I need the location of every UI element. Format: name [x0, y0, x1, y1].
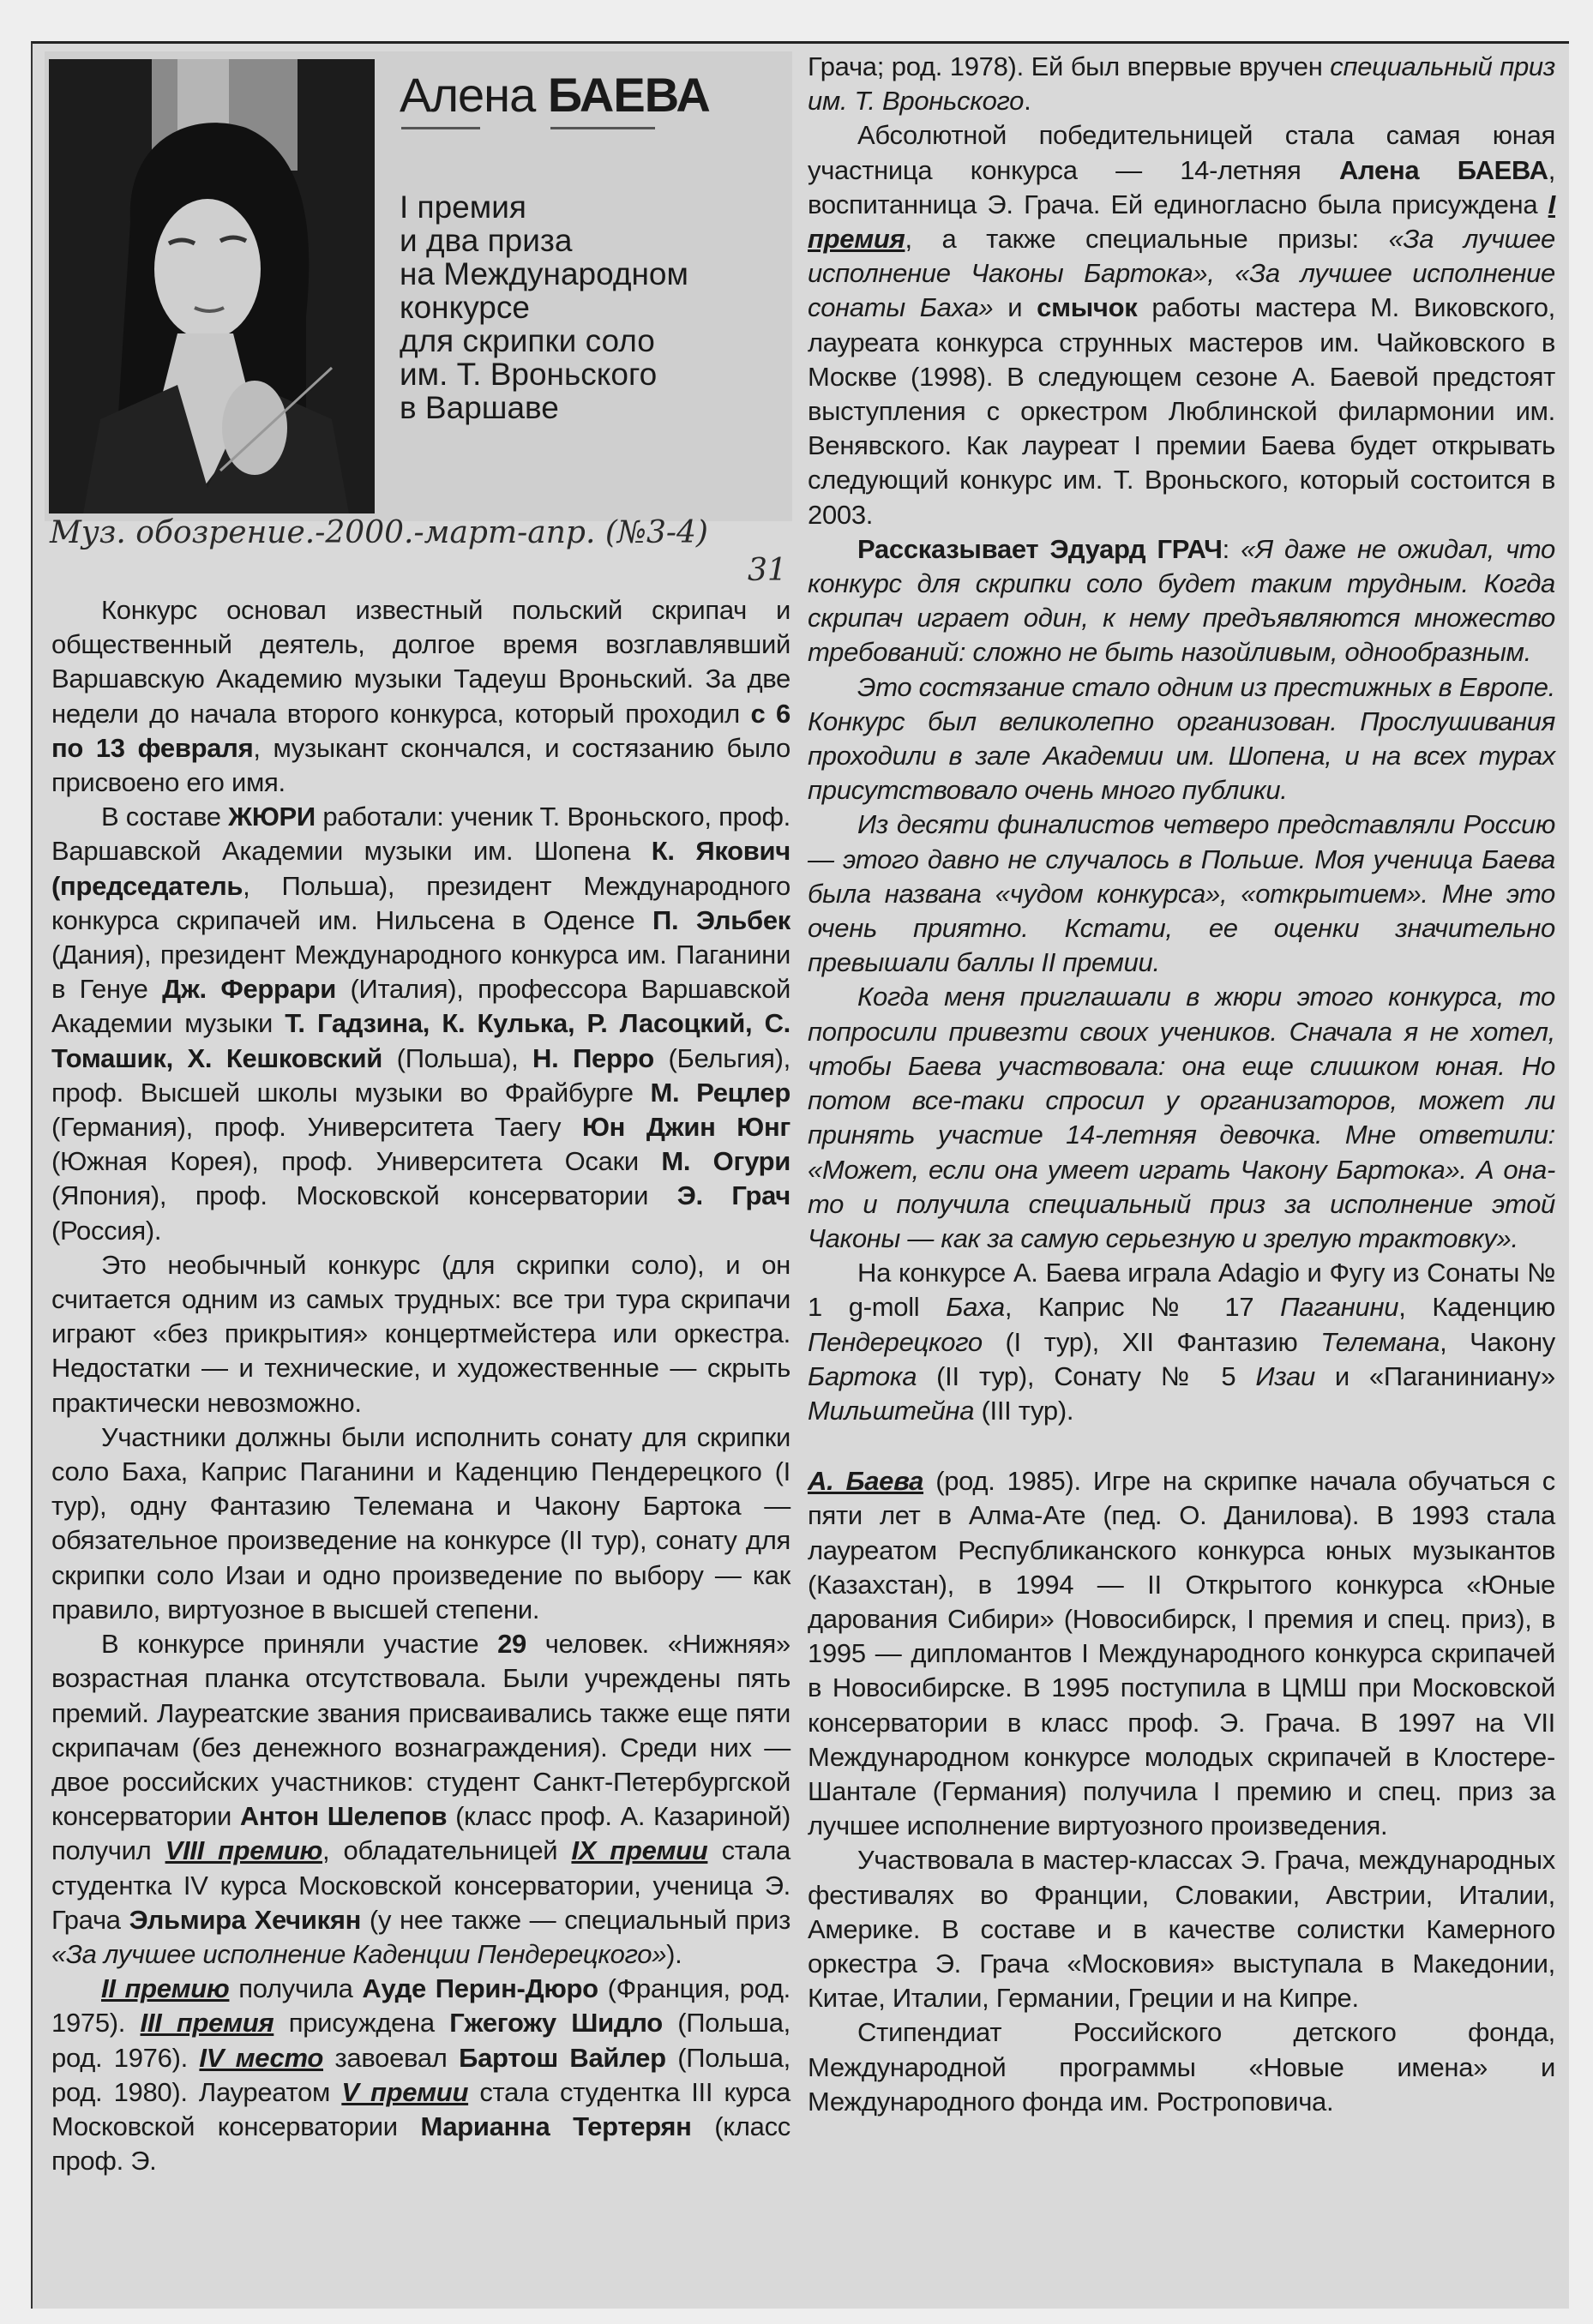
text-run: и [993, 292, 1037, 323]
text-run: , Польша), президент Международного конкурса скрипачей им. Нильсена в Оденсе [51, 870, 790, 935]
article-paragraph [51, 1972, 790, 2178]
italic-text-run: Это состязание стало одним из престижных в Европе. Конкурс был великолепно организован. Прослушивания проходили в зале Академии им. Шопена, и на всех турах присутствовало очень много публики. [808, 671, 1555, 806]
article-paragraph [808, 118, 1555, 531]
text-run: завоевал [322, 2042, 460, 2073]
emphasized-text-run: Юн Джин Юнг [581, 1112, 790, 1143]
emphasized-text-run: Эльмира Хечикян [129, 1904, 362, 1935]
text-run: , Каприс № 17 [1004, 1292, 1281, 1323]
text-run: (Япония), проф. Московской консерватории [51, 1180, 677, 1211]
article-subtitle [400, 190, 777, 424]
italic-text-run: «За лучшее исполнение Каденции Пендерецкого» [51, 1938, 667, 1969]
subtitle-line: в Варшаве [400, 390, 559, 425]
italic-text-run: Бартока [808, 1360, 917, 1391]
article-paragraph [51, 1627, 790, 1972]
text-run: (Польша, род. 1980). Лауреатом [51, 2042, 790, 2107]
violinist-portrait-image [49, 59, 375, 513]
text-run: и «Паганиниану» [1314, 1360, 1555, 1391]
text-run: работали: ученик Т. Вроньского, проф. Варшавской Академии музыки им. Шопена [51, 802, 790, 867]
emphasized-text-run: III премия [140, 2008, 274, 2039]
text-run: (Польша, род. 1976). [51, 2008, 790, 2073]
text-run: На конкурсе А. Баева играла Adagio и Фугу из Сонаты № 1 g-moll [808, 1258, 1555, 1323]
article-paragraph [808, 670, 1555, 808]
emphasized-text-run: Ауде Перин-Дюро [362, 1973, 598, 2004]
text-run: . [1024, 86, 1031, 117]
subtitle-line: на Международном [400, 256, 688, 291]
italic-text-run: «За лучшее исполнение Чаконы Бартока», «За лучшее исполнение сонаты Баха» [808, 224, 1555, 323]
text-run: : [1222, 533, 1241, 564]
emphasized-text-run: Гжегожу Шидло [449, 2008, 663, 2039]
text-run: , Чакону [1440, 1326, 1555, 1357]
article-paragraph [51, 1420, 790, 1627]
emphasized-text-run: смычок [1037, 292, 1138, 323]
text-run: (Бельгия), проф. Высшей школы музыки во Фрайбурге [51, 1042, 790, 1108]
text-run: (Дания), президент Международного конкурса им. Паганини в Генуе [51, 940, 790, 1005]
subtitle-line: для скрипки соло [400, 323, 655, 358]
handwritten-page-number: 31 [748, 553, 787, 588]
emphasized-text-run: А. Баева [808, 1466, 924, 1497]
emphasized-text-run: Э. Грач [676, 1180, 791, 1211]
text-run: (III тур). [974, 1395, 1074, 1426]
text-run: (Польша), [382, 1042, 533, 1073]
text-run: Это необычный конкурс (для скрипки соло), и он считается одним из самых трудных: все три тура скрипачи играют «без прикрытия» концертмейстера или оркестра. Недостатки — и технические, и художественные — скрыть практически невозможно. [51, 1249, 790, 1418]
emphasized-text-run: Рассказывает Эдуард ГРАЧ [857, 533, 1223, 564]
article-paragraph [808, 50, 1555, 118]
subtitle-line: и два приза [400, 223, 573, 258]
emphasized-text-run: К. Якович (председатель [51, 836, 790, 901]
emphasized-text-run: Антон Шелепов [239, 1801, 448, 1832]
text-run: (I тур), XII Фантазию [982, 1326, 1321, 1357]
right-text-column [808, 50, 1555, 2119]
italic-text-run: Когда меня приглашали в жюри этого конкурса, то попросили привезти своих учеников. Сначала я не хотел, чтобы Баева участвовала: она еще слишком юная. Но потом все-таки спросил у организаторов, может ли принять участие 14-летняя девочка. Мне ответили: «Может, если она умеет играть Чакону Бартока». А она-то и получила специальный приз за исполнение этой Чаконы — как за самую серьезную и зрелую трактовку». [808, 982, 1555, 1253]
article-title [400, 67, 710, 123]
italic-text-run: Телемана [1320, 1326, 1440, 1357]
article-paragraph [808, 808, 1555, 980]
article-paragraph [51, 593, 790, 800]
text-run: Участвовала в мастер-классах Э. Грача, международных фестивалях во Франции, Словакии, Австрии, Италии, Америке. В составе и в качестве солистки Камерного оркестра Э. Грача «Московия» выступала в Македонии, Китае, Италии, Германии, Греции и на Кипре. [808, 1845, 1555, 2014]
italic-text-run: Баха [946, 1292, 1005, 1323]
text-run: Абсолютной победительницей стала самая юная участница конкурса — 14-летняя [808, 120, 1555, 185]
article-paragraph [808, 532, 1555, 670]
text-run: (род. 1985). Игре на скрипке начала обучаться с пяти лет в Алма-Ате (пед. О. Данилова). В 1993 стала лауреатом Республиканского конкурса юных музыкантов (Казахстан), в 1994 — II Открытого конкурса «Юные дарования Сибири» (Новосибирск, I премия и спец. приз), в 1995 — дипломантов I Международного конкурса скрипачей в Новосибирске. В 1995 поступила в ЦМШ при Московской консерватории в класс проф. Э. Грача. В 1997 на VII Международном конкурсе молодых скрипачей в Клостере-Шантале (Германия) получила I премию и спец. приз за лучшее исполнение виртуозного произведения. [808, 1466, 1556, 1841]
emphasized-text-run: Н. Перро [532, 1042, 654, 1073]
emphasized-text-run: Бартош Вайлер [459, 2042, 666, 2073]
text-run: (класс проф. А. Казариной) получил [51, 1801, 790, 1866]
subtitle-line: конкурсе [400, 290, 530, 325]
title-last-name: БАЕВА [547, 68, 710, 122]
emphasized-text-run: М. Огури [661, 1146, 790, 1177]
subtitle-line: им. Т. Вроньского [400, 357, 658, 392]
emphasized-text-run: IV место [199, 2042, 323, 2073]
emphasized-text-run: IX премии [571, 1835, 708, 1866]
emphasized-text-run: с 6 по 13 февраля [51, 698, 790, 763]
text-run: присуждена [274, 2008, 450, 2039]
text-run: (Италия), профессора Варшавской Академии музыки [51, 974, 790, 1039]
emphasized-text-run: Марианна Тертерян [420, 2111, 692, 2141]
text-run: (Южная Корея), проф. Университета Осаки [51, 1146, 662, 1177]
emphasized-text-run: 29 [497, 1629, 526, 1660]
emphasized-text-run: М. Рецлер [650, 1077, 791, 1108]
italic-text-run: Из десяти финалистов четверо представляли Россию — этого давно не случалось в Польше. Моя ученица Баева была названа «чудом конкурса», «открытием». Мне это очень приятно. Кстати, ее оценки значительно превышали баллы II премии. [808, 809, 1555, 978]
text-run: Конкурс основал известный польский скрипач и общественный деятель, долгое время возглавлявший Варшавскую Академию музыки Тадеуш Вроньский. За две недели до начала второго конкурса, который проходил [51, 595, 790, 729]
text-run: (Германия), проф. Университета Таегу [51, 1112, 582, 1143]
emphasized-text-run: V премии [341, 2076, 469, 2107]
title-underline-left [401, 127, 480, 129]
text-run: В конкурсе приняли участие [101, 1629, 498, 1660]
text-run: стала студентка IV курса Московской консерватории, ученица Э. Грача [51, 1835, 791, 1935]
text-run: человек. «Нижняя» возрастная планка отсутствовала. Были учреждены пять премий. Лауреатские звания присваивались также еще пяти скрипачам (без денежного вознаграждения). Среди них — двое российских участников: студент Санкт-Петербургской консерватории [51, 1629, 790, 1832]
text-run: (у нее также — специальный приз [361, 1904, 790, 1935]
article-paragraph [808, 1843, 1555, 2015]
text-run: Стипендиат Российского детского фонда, Международной программы «Новые имена» и Международного фонда им. Ростроповича. [808, 2017, 1555, 2117]
italic-text-run: Мильштейна [808, 1395, 975, 1426]
left-text-column [51, 593, 790, 2178]
text-run: (II тур), Сонату № 5 [917, 1360, 1256, 1391]
portrait-photo [49, 59, 375, 513]
text-run: стала студентка III курса Московской консерватории [51, 2076, 790, 2141]
subtitle-line: I премия [400, 189, 526, 225]
text-run: В составе [101, 802, 229, 832]
text-run: (Россия). [51, 1215, 162, 1246]
title-first-name: Алена [400, 68, 536, 122]
italic-text-run: специальный приз им. Т. Вроньского [808, 51, 1555, 117]
italic-text-run: «Я даже не ожидал, что конкурс для скрипки соло будет таким трудным. Когда скрипач играет один, к нему предъявляются множество требований: сложно не быть назойливым, однообразным. [808, 533, 1555, 668]
text-run: , а также специальные призы: [905, 224, 1389, 255]
emphasized-text-run: ЖЮРИ [228, 802, 316, 832]
emphasized-text-run: П. Эльбек [652, 904, 790, 935]
italic-text-run: Пендерецкого [808, 1326, 983, 1357]
emphasized-text-run: Алена БАЕВА [1338, 154, 1548, 185]
italic-text-run: Паганини [1280, 1292, 1399, 1323]
handwritten-source-note: Муз. обозрение.-2000.-март-апр. (№3-4) [50, 515, 708, 550]
italic-text-run: Изаи [1255, 1360, 1315, 1391]
emphasized-text-run: Дж. Феррари [162, 974, 337, 1005]
text-run: Участники должны были исполнить сонату для скрипки соло Баха, Каприс Паганини и Каденцию Пендерецкого (I тур), одну Фантазию Телемана и Чакону Бартока — обязательное произведение на конкурсе (II тур), сонату для скрипки соло Изаи и одно произведение по выбору — как правило, виртуозное в высшей степени. [51, 1421, 790, 1624]
text-run: ). [666, 1938, 682, 1969]
article-paragraph [51, 1248, 790, 1420]
title-underline-right [550, 127, 655, 129]
emphasized-text-run: Т. Гадзина, К. Кулька, Р. Ласоцкий, С. Томашик, Х. Кешковский [51, 1008, 790, 1073]
emphasized-text-run: VIII премию [165, 1835, 323, 1866]
text-run: , обладательницей [322, 1835, 572, 1866]
text-run: Грача; род. 1978). Ей был впервые вручен [808, 51, 1331, 81]
text-run: (класс проф. Э. [51, 2111, 791, 2177]
text-run: , музыкант скончался, и состязанию было присвоено его имя. [51, 732, 790, 798]
text-run: (Франция, род. 1975). [51, 1973, 790, 2039]
article-paragraph [808, 1464, 1555, 1843]
text-run: , Каденцию [1398, 1292, 1556, 1323]
emphasized-text-run: I премия [808, 189, 1555, 255]
article-paragraph [808, 980, 1555, 1256]
text-run: , воспитанница Э. Грача. Ей единогласно была присуждена [808, 154, 1556, 219]
article-paragraph [808, 1256, 1555, 1428]
text-run: работы мастера М. Виковского, лауреата конкурса струнных мастеров им. Чайковского в Москве (1998). В следующем сезоне А. Баевой предстоят выступления с оркестром Люблинской филармонии им. Венявского. Как лауреат I премии Баева будет открывать следующий конкурс им. Т. Вроньского, который состоится в 2003. [808, 292, 1555, 530]
article-paragraph [808, 2015, 1555, 2119]
emphasized-text-run: II премию [101, 1973, 230, 2004]
text-run: получила [229, 1973, 363, 2004]
article-paragraph [51, 800, 790, 1248]
